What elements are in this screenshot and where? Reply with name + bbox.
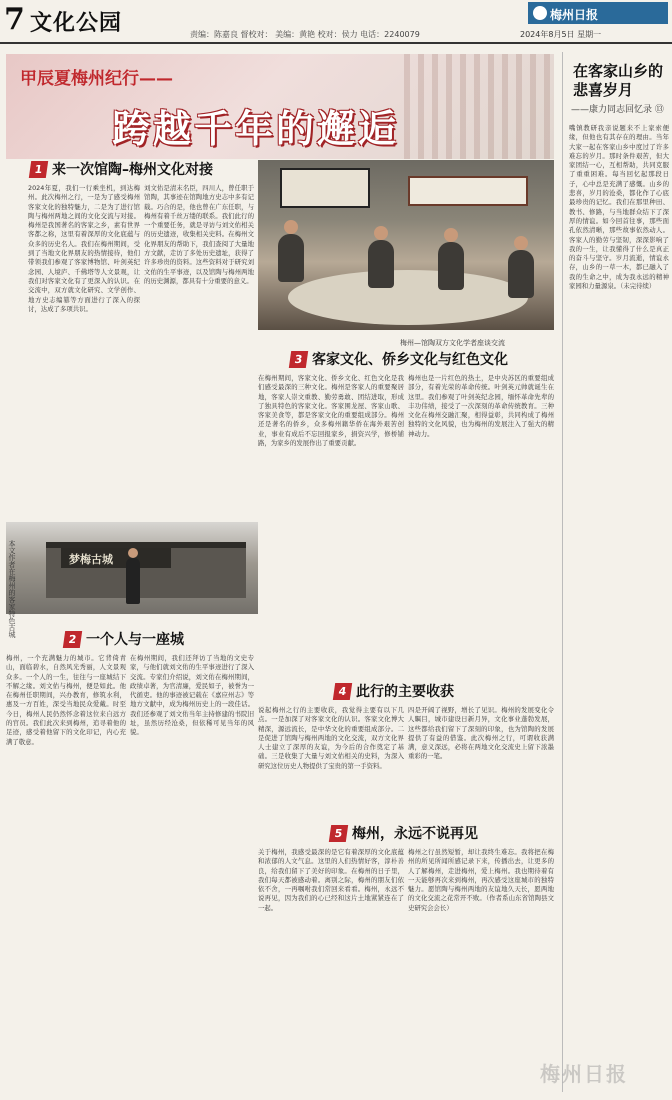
photo-person [368, 240, 394, 288]
section-4-heading [334, 682, 454, 700]
section-1-heading [30, 160, 213, 178]
section-1-number: 1 [29, 161, 48, 178]
section-5-heading [330, 824, 478, 842]
paper-logo-icon [533, 6, 547, 20]
sidebar-author-text: ——康力同志回忆录 [571, 105, 653, 115]
section-5-column-b: 梅州之行虽然短暂，却让我终生难忘。我将把在梅州的所见所闻所感记录下来，传播出去，让更多的人了解梅州，走进梅州，爱上梅州。我也期待着有一天能够再次来到梅州，再次感受这座城市的独特魅力。愿馆陶与梅州两地的友谊地久天长，愿两地的文化交流之花常开不败。（作者系山东省馆陶县文史研究会会长） [408, 848, 554, 912]
section-5-title: 梅州，永远不说再见 [352, 826, 478, 842]
paper-name: 梅州日报 [550, 8, 599, 22]
section-1-column-b: 刘文佑是清末名臣，四川人，曾任职于馆陶，其事迹在馆陶地方史志中多有记载。巧合的是，他也曾在广东任职，与梅州有着千丝万缕的联系。我们此行的一个重要任务，就是寻访与刘文佑相关的历史遗迹，收集相关史料。在梅州文化界朋友的帮助下，我们查阅了大量地方文献，走访了多处历史遗址，获得了许多珍贵的资料。这些资料对于研究刘文佑的生平事迹，以及馆陶与梅州两地的历史渊源，都具有十分重要的意义。 [144, 184, 254, 285]
section-title: 文化公园 [30, 11, 123, 36]
photo-person-head [284, 220, 298, 234]
masthead [0, 0, 672, 44]
section-4-title: 此行的主要收获 [356, 684, 454, 700]
banquet-photo-caption: 梅州—馆陶双方文化学者座谈交流 [400, 339, 505, 347]
banquet-photo [258, 160, 554, 330]
editor-credits: 责编：陈嘉良 督校对： 美编：黄艳 校对：侯力 电话：2240079 [190, 30, 420, 39]
photo-person-head [444, 228, 458, 242]
section-2-column-b: 在梅州期间，我们还拜访了当地的文史专家，与他们就刘文佑的生平事迹进行了深入交流。专家们介绍说，刘文佑在梅州期间，政绩卓著，为官清廉，爱民如子，被誉为一代循吏。他的事迹被记载在《嘉应州志》等地方文献中，成为梅州历史上的一段佳话。我们还参观了刘文佑当年主持修建的书院旧址，虽然历经沧桑，但依稀可见当年的风貌。 [130, 654, 254, 737]
photo-person [508, 250, 534, 298]
section-2-heading [64, 630, 184, 648]
section-1-column-a: 2024年夏，我们一行乘坐机，到达梅州。此次梅州之行，一是为了感受梅州客家文化的独特魅力，二是为了进行馆陶与梅州两地之间的文化交流与对接。梅州是我国著名的客家之乡，素有世界客都之称，这里有着深厚的文化底蕴与众多的历史名人。我们在梅州期间，受到了当地文化界朋友的热情接待，他们带领我们参观了客家博物馆、叶剑英纪念园、人境庐、千佛塔等人文景观，让我们对客家文化有了更深入的认识。在交流中，双方就文化研究、文学创作、地方史志编纂等方面进行了深入的探讨，达成了多项共识。 [28, 184, 140, 313]
sidebar-title: 在客家山乡的悲喜岁月 [573, 62, 664, 99]
photo-person-head [374, 226, 388, 240]
shop-signboard: 梦梅古城 [61, 548, 171, 568]
paper-watermark: 梅州日报 [540, 1062, 628, 1086]
shop-photo-caption: 本文作者在梅州的客家特色古城 [8, 540, 16, 638]
section-1-title: 来一次馆陶–梅州文化对接 [52, 162, 213, 178]
section-3-column-a: 在梅州期间，客家文化、侨乡文化、红色文化是我们感受最深的三种文化。梅州是客家人的重要聚居地，客家人崇文重教、勤劳勇敢、团结进取，形成了独具特色的客家文化。客家围龙屋、客家山歌、客家美食等，都是客家文化的重要组成部分。梅州还是著名的侨乡，众多梅州籍华侨在海外艰苦创业，事业有成后不忘回报家乡，捐资兴学，修桥铺路，为家乡的发展作出了重要贡献。 [258, 374, 404, 448]
hero-decoration [404, 54, 554, 159]
wall-calligraphy [280, 168, 370, 208]
photo-person [438, 242, 464, 290]
section-4-number: 4 [333, 683, 352, 700]
section-3-column-b: 梅州也是一片红色的热土，是中央苏区的重要组成部分，有着光荣的革命传统。叶剑英元帅就诞生在这里。我们参观了叶剑英纪念园，缅怀革命先辈的丰功伟绩，接受了一次深刻的革命传统教育。三种文化在梅州交融汇聚，相得益彰，共同构成了梅州独特的文化风貌，也为梅州的发展注入了强大的精神动力。 [408, 374, 554, 438]
page-number: 7 [4, 2, 25, 37]
article-hero [6, 54, 554, 159]
photo-person [278, 234, 304, 282]
section-4-column-a: 说起梅州之行的主要收获，我觉得主要有以下几点。一是加深了对客家文化的认识。客家文化博大精深，源远流长，是中华文化的重要组成部分。二是促进了馆陶与梅州两地的文化交流，双方文化界人士建立了深厚的友谊，为今后的合作奠定了基础。三是收集了大量与刘文佑相关的史料，为深入研究这位历史人物提供了宝贵的第一手资料。 [258, 706, 404, 770]
article-title: 跨越千年的邂逅 [112, 107, 400, 151]
section-3-heading [290, 350, 508, 368]
section-4-column-b: 四是开阔了视野，增长了见识。梅州的发展变化令人瞩目，城市建设日新月异，文化事业蓬勃发展，这些都给我们留下了深刻的印象，也为馆陶的发展提供了有益的借鉴。此次梅州之行，可谓收获满满，意义深远，必将在两地文化交流史上留下浓墨重彩的一笔。 [408, 706, 554, 761]
photo-person-head [514, 236, 528, 250]
section-5-number: 5 [329, 825, 348, 842]
sidebar-author [571, 102, 664, 115]
article-subtitle: 甲辰夏梅州纪行—— [20, 69, 173, 89]
section-3-number: 3 [289, 351, 308, 368]
paper-logo [528, 2, 668, 24]
section-5-column-a: 关于梅州，我感受最深的是它有着深厚的文化底蕴和浓郁的人文气息。这里的人们热情好客，淳朴善良，给我们留下了美好的印象。在梅州的日子里，我们每天都被感动着。离别之际，梅州的朋友们依依不舍，一再嘱咐我们常回来看看。梅州，永远不说再见，因为我们的心已经和这片土地紧紧连在了一起。 [258, 848, 404, 912]
banquet-table [288, 270, 528, 325]
section-2-column-a: 梅州，一个充满魅力的城市。它背倚青山，面临碧水，自然风光秀丽，人文景观众多。一个人的一生，往往与一座城结下不解之缘。刘文佑与梅州，便是如此。他在梅州任职期间，兴办教育，修筑水利，惠及一方百姓，深受当地民众爱戴。时至今日，梅州人民仍然怀念着这位来自远方的官员。我们此次来到梅州，追寻着他的足迹，感受着他留下的文化印记，内心充满了敬意。 [6, 654, 126, 746]
section-2-title: 一个人与一座城 [86, 632, 184, 648]
section-3-title: 客家文化、侨乡文化与红色文化 [312, 352, 508, 368]
memoir-sidebar [562, 52, 670, 1092]
sidebar-part-number: ⑬ [654, 105, 664, 115]
shop-photo [6, 522, 258, 614]
issue-date: 2024年8月5日 星期一 [520, 30, 602, 39]
wall-plaque [408, 176, 528, 206]
section-2-number: 2 [63, 631, 82, 648]
sidebar-body: 嘴镇教研我亲说题来不上家索便缘，但他也有其存在的理由。当年大家一起在客家山乡中度过了许多难忘的岁月。那时条件艰苦，但大家团结一心，互相帮助，共同克服了重重困难。每当回忆起那段日子，心中总是充满了感慨。山乡的悲喜，岁月的沧桑，都化作了心底最珍贵的记忆。我们在那里种田、教书、修路，与当地群众结下了深厚的情谊。如今回首往事，那些面孔依然清晰，那些故事依然动人。客家人的勤劳与坚韧，深深影响了我的一生，让我懂得了什么是真正的奋斗与坚守。岁月流逝，情谊永存，山乡的一草一木，都已融入了我的生命之中，成为我永远的精神家园和力量源泉。（未完待续） [569, 124, 669, 291]
photo-author-figure [126, 558, 140, 604]
